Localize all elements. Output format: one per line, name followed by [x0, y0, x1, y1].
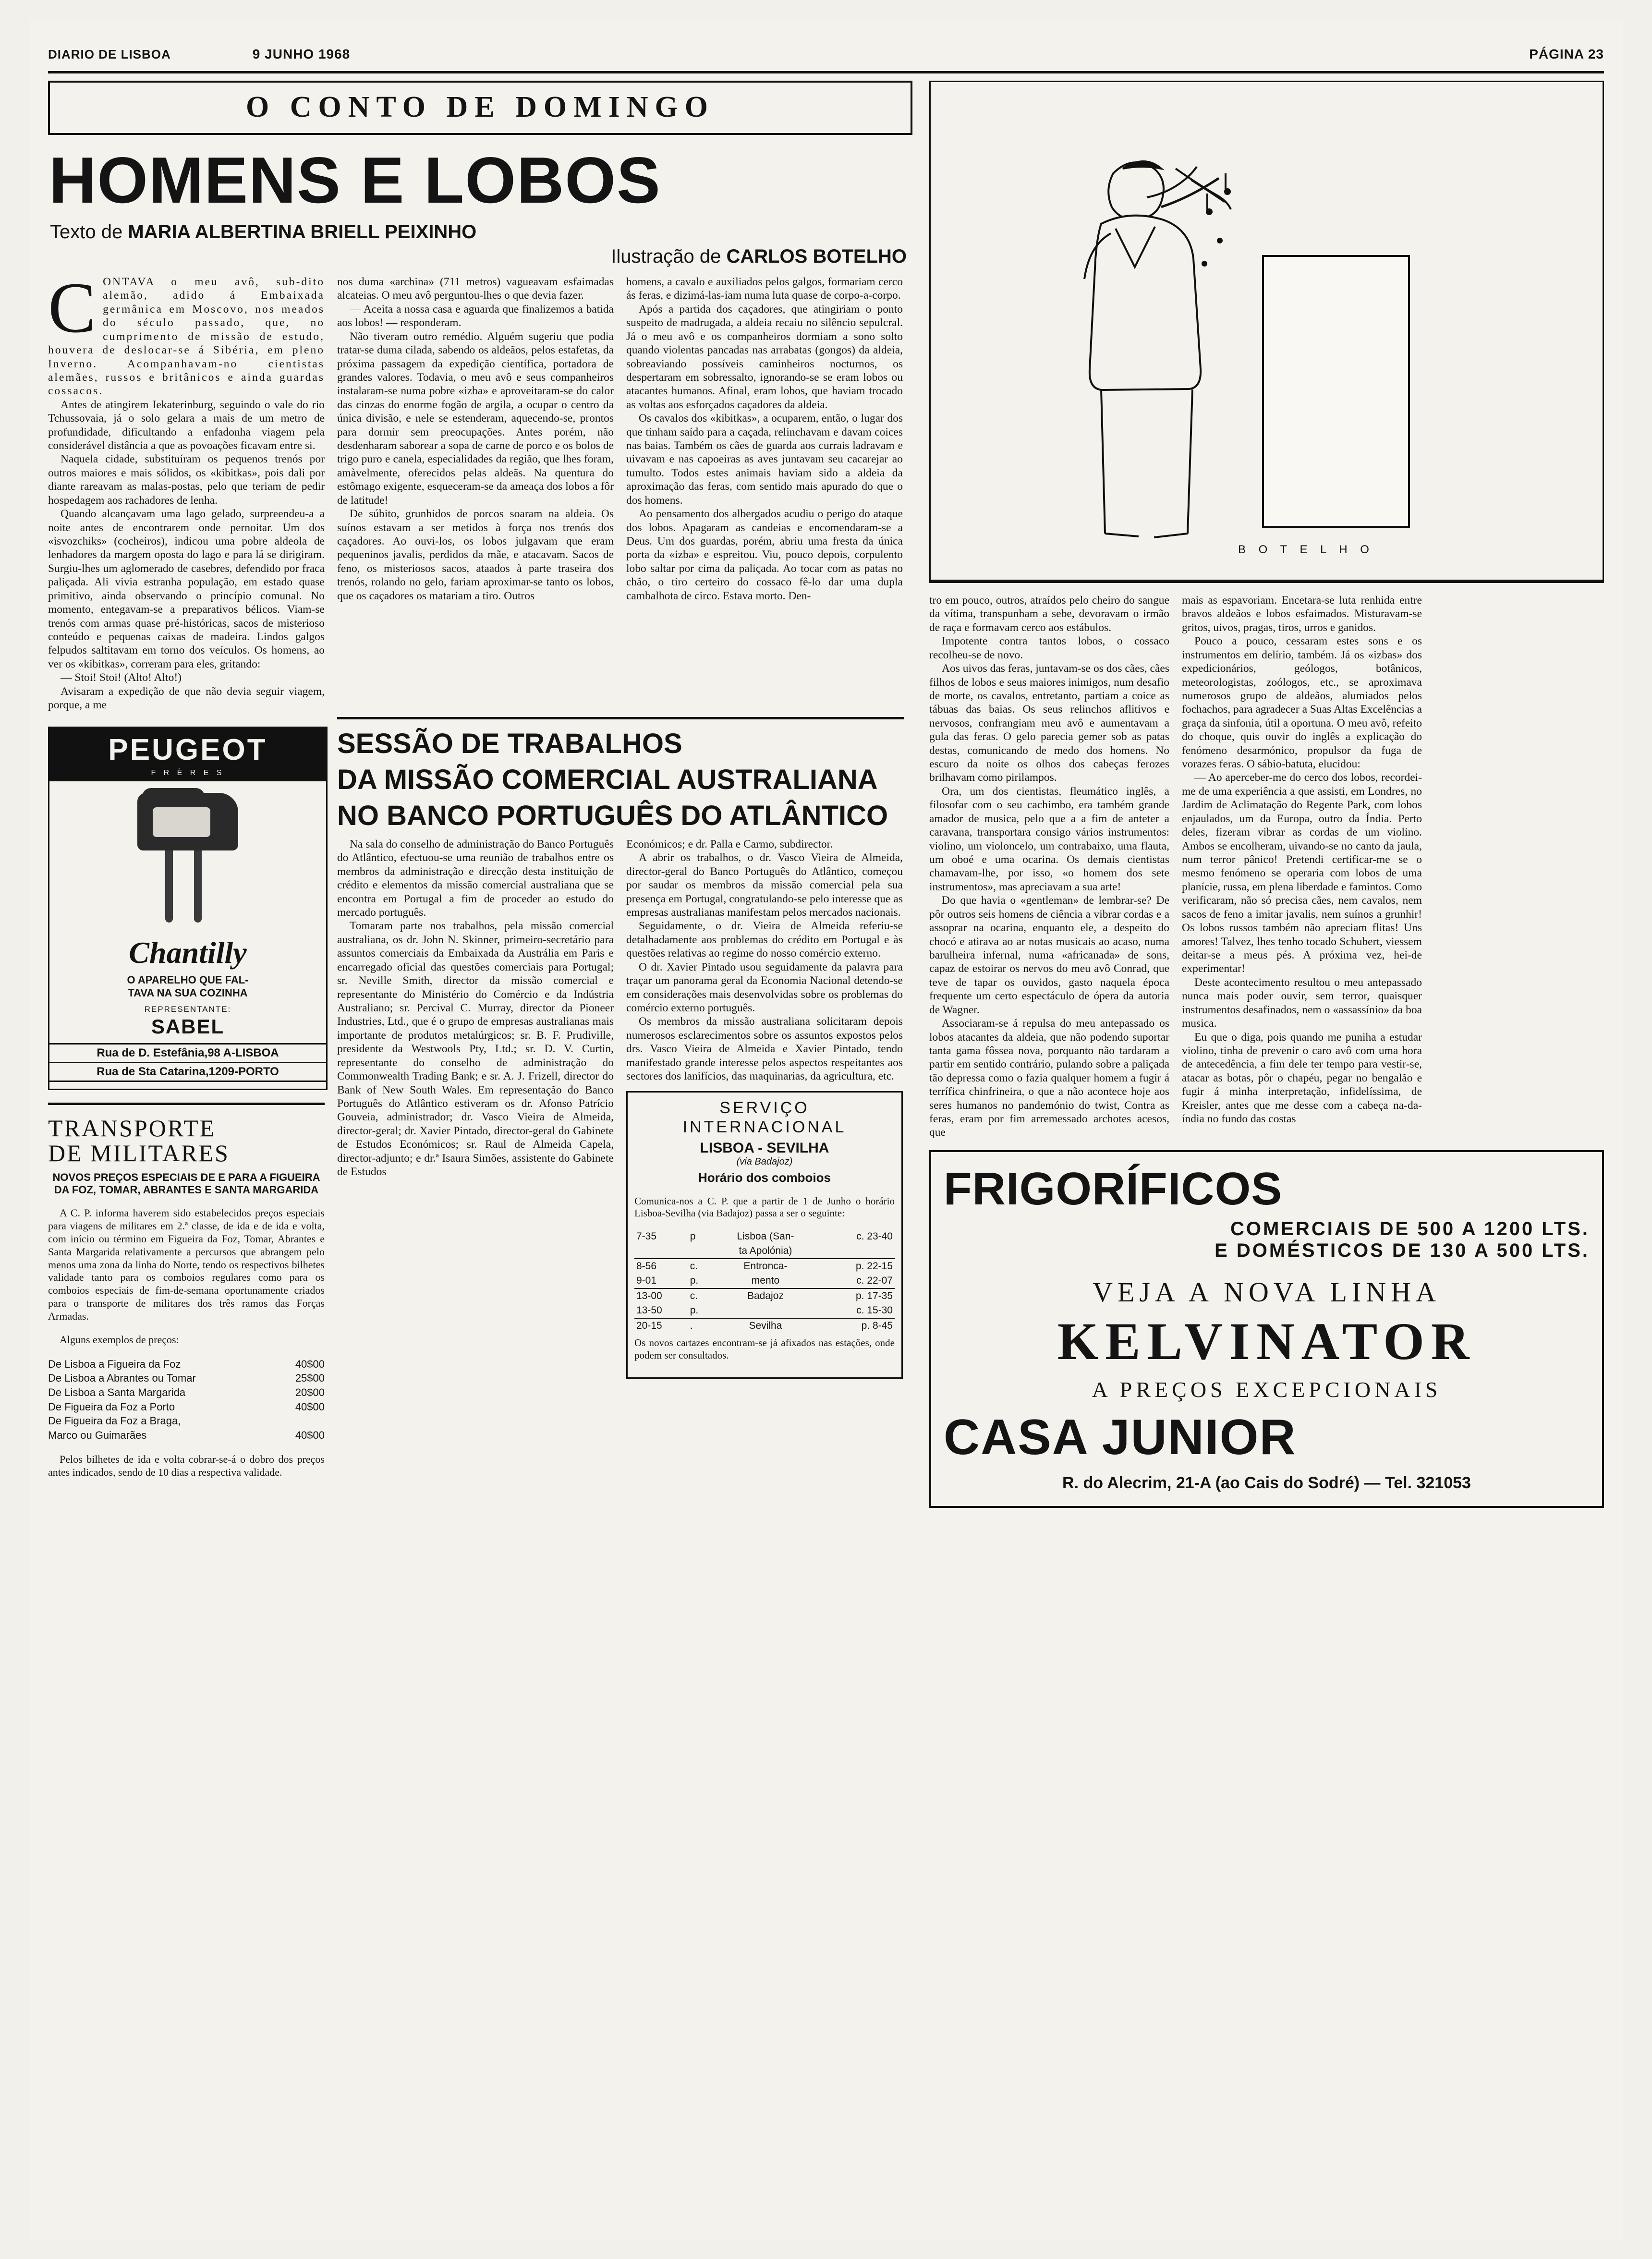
session-column-2 [626, 838, 903, 1379]
paragraph [48, 268, 325, 398]
session-head-3: NO BANCO PORTUGUÊS DO ATLÂNTICO [337, 800, 888, 832]
servico-title-1: SERVIÇO [719, 1098, 810, 1117]
cell-time: 13-00 [636, 1290, 662, 1302]
cell-station: Entronca- [743, 1261, 788, 1272]
frigorificos-veja: VEJA A NOVA LINHA [1093, 1276, 1441, 1308]
servico-footer: Os novos cartazes encontram-se já afixados nas estações, onde podem ser consultados. [634, 1337, 895, 1361]
left-ad-column [48, 717, 325, 1490]
paragraph: nos duma «archina» (711 metros) vagueavam esfaimadas alcateias. O meu avô perguntou-lhes o que devia fazer. [337, 276, 614, 302]
session-head-2: DA MISSÃO COMERCIAL AUSTRALIANA [337, 764, 878, 795]
drop-cap: C [48, 268, 97, 348]
paragraph: Seguidamente, o dr. Vieira de Almeida referiu-se detalhadamente aos problemas do crédito em Portugal e às questões relativas ao regime do nosso comércio externo. [626, 920, 903, 960]
cell-arrival: p. 17-35 [855, 1290, 893, 1302]
story-column-5 [1182, 594, 1422, 1140]
paragraph: Não tiveram outro remédio. Alguém sugeriu que podia tratar-se duma cilada, sabendo os aldeãos, pelos estafetas, da próxima passagem da expedição científica, portadora de grandes valores. Todavia, o meu avô e seus companheiros instalaram-se numa pobre «izba» e aproveitaram-se do calor das cinzas do enorme fogão de argila, a ocupar o centro da única divisão, e nele se estenderam, aquecendo-se, prontos para dormir sem preocupações. Antes porém, não desdenharam saborear a sopa de carne de porco e os bolos de trigo puro e canela, especialidades da região, que lhes foram, amàvelmente, oferecidos pelas aldeãs. Na quentura do estômago exigente, esqueceram-se da ameaça dos lobos a fôr de latitude! [337, 330, 614, 507]
paragraph: Pouco a pouco, cessaram estes sons e os instrumentos em delírio, também. Já os «izbas» dos expedicionários, geólogos, botânicos, meteorologistas, zoólogos, etc., se aproximava numerosos grupo de aldeãos, alumiados pelos fochachos, para agradecer a Suas Altas Excelências a graça da sinfonia, útil a oportuna. O meu avô, refeito do choque, quis ouvir do inglês a explicação do fenómeno desarmónico, propulsor da fuga de vorazes feras. O sábio-batuta, elucidou: [1182, 635, 1422, 771]
cell-mark: p [690, 1231, 696, 1242]
story-columns [48, 268, 912, 712]
paragraph: Deste acontecimento resultou o meu antepassado nunca mais poder ouvir, sem terror, quaisquer instrumentos desafinados, nem o «assassínio» da boa musica. [1182, 976, 1422, 1030]
story-column-2 [337, 275, 614, 712]
session-column-1 [337, 838, 614, 1379]
story-headline: HOMENS E LOBOS [49, 144, 661, 217]
transporte-body-2: Alguns exemplos de preços: [60, 1333, 179, 1346]
paragraph: mais as espavoriam. Encetara-se luta renhida entre bravos aldeãos e lobos esfaimados. Misturavam-se gritos, uivos, pragas, tiros, urros e ganidos. [1182, 594, 1422, 634]
session-article [337, 717, 904, 1490]
transporte-body-1: A C. P. informa haverem sido estabelecidos preços especiais para viagens de militares em 2.ª classe, de ida e de ida e volta, com início ou término em Figueira da Foz, Tomar, Abrantes e Santa Margarida relativamente a percursos que abrangem pelo menos uma zona da linha do Norte, tendo os respectivos bilhetes validade tanto para os comboios regulares como para os comboios especiais de fim-de-semana oportunamente criados para o transporte de militares dos três ramos das Forças Armadas. [48, 1207, 325, 1322]
masthead-rule [48, 71, 1604, 73]
peugeot-product-name: Chantilly [129, 935, 247, 970]
servico-route: LISBOA - SEVILHA [700, 1140, 829, 1156]
paragraph: Económicos; e dr. Palla e Carmo, subdirector. [626, 838, 833, 850]
price-row [48, 1414, 325, 1428]
paragraph: Tomaram parte nos trabalhos, pela missão comercial australiana, os dr. John N. Skinner, primeiro-secretário para assuntos comerciais da Embaixada da Austrália em Paris e encarregado oficial das questões comerciais para Portugal; sr. Neville Smith, director da missão comercial e representante do Ministério do Comércio e da Indústria Australiano; sr. Percival C. Murray, director da Pioneer Industries, Ltd., que é o grupo de empresas australianas mais importante de produtos metalúrgicos; sr. B. F. Prudiville, presidente da Westwools Pty, Ltd.; sr. D. V. Curtin, representante do conselho de administração do Commonwealth Trading Bank; e sr. A. J. Frizell, director do Bank of New South Wales. Em representação do Banco Português do Atlântico estiveram os dr. Afonso Patrício Gouveia, administrador; dr. Vasco Vieira de Almeida, director-geral; dr. Xavier Pintado, director-geral do Gabinete de Estudos Económicos; sr. Raul de Almeida Capela, director-adjunto; e dr.ª Isaura Simões, assistente do Gabinete de Estudos [337, 920, 614, 1178]
peugeot-address-2: Rua de Sta Catarina,1209-PORTO [49, 1063, 326, 1082]
right-columns [929, 594, 1604, 1140]
table-row [634, 1288, 895, 1303]
table-row [634, 1259, 895, 1274]
illustration-floor-line [931, 580, 1603, 582]
cell-station-cont: mento [751, 1275, 780, 1287]
left-block [48, 81, 912, 1489]
paragraph: Aos uivos das feras, juntavam-se os dos cães, cães filhos de lobos e seus maiores inimigos, num desafio de morte, os cavalos, entretanto, partiam a coice as tábuas das baias. Os seus relinchos aflitivos e nervosos, confrangiam meu avô e aumentavam a gula das feras. O gelo parecia gemer sob as patas destas, comunicando de medo dos homens. No escuro da noite os olhos dos cabeças ferozes brilhavam como pirilampos. [929, 662, 1169, 784]
transporte-title-1: TRANSPORTE [48, 1114, 216, 1142]
paragraph: Os cavalos dos «kibitkas», a ocuparem, então, o lugar dos que tinham saído para a caçada, relinchavam e davam coices nas baias. Também os cães de guarda aos currais ladravam e uivavam e nas capoeiras as aves juntavam seu cacarejar ao tumulto. Todos estes animais haviam sido a aldeia da aproximação das feras, com sentido mais apurado do que o dos homens. [626, 412, 903, 507]
illus-author: CARLOS BOTELHO [726, 246, 907, 267]
cell-mark: p. [690, 1305, 699, 1316]
price-route: De Lisboa a Santa Margarida [48, 1386, 186, 1398]
paragraph: tro em pouco, outros, atraídos pelo cheiro do sangue da vítima, transpunham a sebe, devoravam o irmão de raça e formavam cerco aos estábulos. [929, 594, 1169, 634]
masthead-title: DIARIO DE LISBOA [48, 47, 171, 61]
table-row [634, 1318, 895, 1333]
peugeot-ad[interactable] [48, 727, 328, 1090]
cell-arrival: p. 8-45 [861, 1320, 893, 1332]
paragraph: Naquela cidade, substituíram os pequenos trenós por outros maiores e mais sólidos, os «kibitkas», pois dali por diante rareavam as malas-postas, pelo que teriam de pedir hospedagem aos rachadores de lenha. [48, 453, 325, 507]
table-row [634, 1274, 895, 1288]
cell-mark: p. [690, 1275, 699, 1287]
table-row [634, 1244, 895, 1259]
casa-junior-name: CASA JUNIOR [944, 1409, 1297, 1465]
price-value: 25$00 [295, 1372, 325, 1385]
story-illustration-credit [48, 246, 907, 267]
cell-mark: . [690, 1320, 693, 1332]
price-row [48, 1400, 325, 1414]
transporte-footer: Pelos bilhetes de ida e volta cobrar-se-á o dobro dos preços antes indicados, sendo de 10 dias a respectiva validade. [48, 1453, 325, 1478]
servico-title-2: INTERNACIONAL [682, 1118, 847, 1137]
price-route: Marco ou Guimarães [48, 1429, 147, 1441]
paragraph: — Ao aperceber-me do cerco dos lobos, recordei-me de uma experiência a que assisti, em Londres, no Jardim de Aclimatação do Regente Park, com lobos enjaulados, um da Europa, outro da Índia. Perto deles, fizeram vibrar as cordas de um violino. Ambos se encolheram, uivando-se no canto da jaula, num terror pânico! Pretendi certificar-me se o mesmo fenómeno se operaria com lobos de uma planície, russa, em plena liberdade e famintos. Como verificaram, não só precisa cães, nem cavalos, nem sacos de feno a imitar javalis, nem suínos a grunhir! Os lobos russos também não apreciam flitas! Uns amores! Talvez, lhes tenho tocado Schubert, viessem deitar-se a meus pés. A próxima vez, hei-de experimentar! [1182, 771, 1422, 975]
kelvinator-ad[interactable] [929, 1150, 1604, 1508]
transporte-subtitle: NOVOS PREÇOS ESPECIAIS DE E PARA A FIGUEIRA DA FOZ, TOMAR, ABRANTES E SANTA MARGARIDA [52, 1171, 320, 1196]
story-kicker-box [48, 81, 912, 135]
kelvinator-brand: KELVINATOR [1057, 1312, 1476, 1371]
servico-internacional-box [626, 1091, 903, 1379]
paragraph: Eu que o diga, pois quando me puniha a estudar violino, tinha de prevenir o caro avô com uma hora de antecedência, a fim dele ter tempo para vestir-se, atacar as botas, pôr o chapéu, pegar no bengalão e fugir á minha interpretação, infidelíssima, de Kreisler, antes que me desse com a cabeça na-da-índia no fundo das costas [1182, 1031, 1422, 1126]
cell-arrival: c. 15-30 [856, 1305, 893, 1316]
mixer-illustration [109, 788, 267, 932]
paragraph: De súbito, grunhidos de porcos soaram na aldeia. Os suínos estavam a ser metidos à força nos trenós dos caçadores. Ao ouvi-los, os lobos julgavam que eram pequeninos javalis, perdidos da mãe, e atacavam. Sacos de feno, os misteriosos sacos, ataados à parte traseira dos trenós, rolando no gelo, fariam aproximar-se tanto os lobos, que os caçadores os matariam a tiro. Outros [337, 508, 614, 602]
cell-arrival: c. 23-40 [856, 1231, 893, 1242]
frigorificos-line-2: E DOMÉSTICOS DE 130 A 500 LTS. [1215, 1239, 1590, 1261]
price-row [48, 1371, 325, 1385]
price-route: De Lisboa a Abrantes ou Tomar [48, 1372, 196, 1385]
paragraph: O dr. Xavier Pintado usou seguidamente da palavra para traçar um panorama geral da Economia Nacional detendo-se em considerações mais desenvolvidas sobre os problemas do comércio externo português. [626, 960, 903, 1014]
cell-time: 8-56 [636, 1261, 657, 1272]
cell-arrival: c. 22-07 [856, 1275, 893, 1287]
masthead-date: 9 JUNHO 1968 [252, 47, 351, 61]
paragraph: Após a partida dos caçadores, que atingiriam o ponto suspeito de madrugada, a aldeia recaiu no silêncio sepulcral. Já o meu avô e os companheiros dormiam a sono solto quando violentas pancadas nas arrabatas (gongos) da aldeia, sobreaviando possíveis caminheiros nocturnos, os despertaram em sobressalto, ignorando-se se eram lobos ou atacantes humanos. Afinal, eram lobos, que haviam trocado as voltas aos esforçados caçadores da aldeia. [626, 303, 903, 411]
divider [48, 1103, 325, 1105]
illus-lead: Ilustração de [611, 246, 721, 267]
cell-station: Badajoz [747, 1290, 784, 1302]
paragraph: Antes de atingirem Iekaterinburg, seguindo o vale do rio Tchussovaia, já o solo gelara a mais de um metro de profundidade, dificultando a enfadonha viagem pela considerável distância a que as povoações ficavam entre si. [48, 398, 325, 452]
paragraph: Avisaram a expedição de que não devia seguir viagem, porque, a me [48, 685, 325, 712]
paragraph: Os membros da missão australiana solicitaram depois numerosos esclarecimentos sobre os assuntos expostos pelos drs. Vasco Vieira de Almeida e Xavier Pintado, tendo manifestado grande interesse pelos aspectos respeitantes aos sectores dos lanifícios, das maquinarias, da agricultura, etc. [626, 1015, 903, 1083]
price-route: De Figueira da Foz a Braga, [48, 1415, 181, 1427]
price-row [48, 1357, 325, 1372]
illustration-signature: B O T E L H O [1238, 543, 1374, 556]
paragraph: A abrir os trabalhos, o dr. Vasco Vieira de Almeida, director-geral do Banco Português do Atlântico, começou por saudar os membros da missão comercial pela sua presença em Portugal, congratulando-se pelo interesse que as empresas australianas manifestam pelos mercados nacionais. [626, 851, 903, 919]
paragraph: Na sala do conselho de administração do Banco Português do Atlântico, efectuou-se uma reunião de trabalhos entre os membros da administração e direcção desta instituição de crédito e elementos da missão comercial australiana que se encontra em Portugal a fim de proceder ao estudo do mercado português. [337, 838, 614, 919]
paragraph: Do que havia o «gentleman» de lembrar-se? De pôr outros seis homens de ciência a vibrar cordas e a assoprar na ocarina, enquanto ele, a despeito do chocó e atirava ao ar notas musicais ao acaso, numa barulheira infernal, numa «africanada» de sons, capaz de estoirar os nervos do meu avô Conrad, que teve de tapar os ouvidos, gasto naquela época frequente um certo espectáculo de ópera da autoria de Wagner. [929, 894, 1169, 1016]
right-block [929, 81, 1604, 1508]
price-row [48, 1385, 325, 1400]
story-illustration [929, 81, 1604, 583]
paragraph-text: ONTAVA o meu avô, sub-dito alemão, adido á Embaixada germânica em Moscovo, nos meados do século passado, que, no cumprimento de missão de estudo, houvera de deslocar-se á Sibéria, em pleno Inverno. Acompanhavam-no cientistas alemães, russos e britânicos e ainda guardas cossacos. [48, 276, 325, 398]
paragraph: Associaram-se á repulsa do meu antepassado os lobos atacantes da aldeia, que não podendo suportar tanta gama fôssea nova, porquanto não tardaram a partir em sentido contrário, pulando sobre a paliçada tão depressa como o fazia qualquer homem a fugir á terrífica chinfrineira, o que a não acontece hoje aos seres humanos no pandemónio do twist, Contra as feras, eram por fim arremessado archotes acesos, que [929, 1017, 1169, 1139]
story-column-3 [626, 275, 903, 712]
peugeot-brand-sub: F R È R E S [49, 769, 326, 781]
servico-timetable [634, 1229, 895, 1333]
paragraph: — Stoi! Stoi! (Alto! Alto!) [61, 671, 182, 684]
cell-arrival: p. 22-15 [855, 1261, 893, 1272]
cell-time: 13-50 [636, 1305, 662, 1316]
peugeot-rep-label: REPRESENTANTE: [144, 1004, 231, 1014]
byline-author: MARIA ALBERTINA BRIELL PEIXINHO [128, 221, 477, 243]
peugeot-tagline-1: O APARELHO QUE FAL- [127, 973, 249, 986]
paper-sheet [29, 19, 1623, 2240]
paragraph: Ora, um dos cientistas, fleumático inglês, a filosofar com o seu cachimbo, era também grande amador de musica, pelo que a a fim de anteter a caravana, transportara consigo vários instrumentos: violino, um violoncelo, um contrabaixo, uma flauta, um oboé e uma ocarina. Os demais cientistas chamavam-lhe, por isso, «o homem dos sete instrumentos», mas apreciavam a sua arte! [929, 785, 1169, 893]
byline-lead: Texto de [50, 221, 123, 243]
cell-mark: c. [690, 1261, 698, 1272]
masthead [48, 41, 1604, 67]
price-row [48, 1428, 325, 1443]
story-column-1 [48, 268, 325, 712]
transporte-price-list [48, 1357, 325, 1443]
peugeot-brand: PEUGEOT [49, 728, 326, 769]
page-content [48, 81, 1604, 2225]
cell-time: 20-15 [636, 1320, 662, 1332]
cell-time: 9-01 [636, 1275, 657, 1287]
kelvinator-precos: A PREÇOS EXCEPCIONAIS [1092, 1377, 1442, 1402]
cell-station-cont: ta Apolónia) [739, 1245, 792, 1257]
paragraph: Impotente contra tantos lobos, o cossaco recolheu-se de novo. [929, 635, 1169, 661]
casa-junior-address: R. do Alecrim, 21-A (ao Cais do Sodré) — Tel. 321053 [1062, 1473, 1471, 1492]
illustration-doorway [1262, 255, 1410, 528]
violinist-figure [1003, 140, 1252, 553]
frigorificos-line-1: COMERCIAIS DE 500 A 1200 LTS. [1230, 1218, 1590, 1239]
frigorificos-title: FRIGORÍFICOS [944, 1163, 1283, 1215]
table-row [634, 1229, 895, 1244]
cell-mark: c. [690, 1290, 698, 1302]
cell-station: Lisboa (San- [737, 1231, 794, 1242]
paragraph: — Aceita a nossa casa e aguarda que finalizemos a batida aos lobos! — responderam. [337, 303, 614, 329]
story-kicker: O CONTO DE DOMINGO [246, 91, 715, 123]
cell-time: 7-35 [636, 1231, 657, 1242]
masthead-page-number: PÁGINA 23 [1529, 47, 1604, 61]
paragraph: Ao pensamento dos albergados acudiu o perigo do ataque dos lobos. Apagaram as candeias e encomendaram-se a Deus. Um dos guardas, porém, abriu uma fresta da única porta da «izba» e espreitou. Viu, pouco depois, corpulento lobo saltar por cima da paliçada. Ao tocar com as patas no chão, o tiro certeiro do cossaco fê-lo dar uma dupla cambalhota de circo. Estava morto. Den- [626, 508, 903, 602]
cell-station: Sevilha [749, 1320, 782, 1332]
price-value: 40$00 [295, 1429, 325, 1441]
peugeot-address-1: Rua de D. Estefânia,98 A-LISBOA [49, 1043, 326, 1063]
story-column-4 [929, 594, 1169, 1140]
servico-via: (via Badajoz) [736, 1156, 793, 1167]
transporte-title-2: DE MILITARES [48, 1139, 230, 1166]
session-head-1: SESSÃO DE TRABALHOS [337, 728, 682, 759]
price-value: 20$00 [295, 1386, 325, 1398]
servico-body: Comunica-nos a C. P. que a partir de 1 de Junho o horário Lisboa-Sevilha (via Badajoz) passa a ser o seguinte: [634, 1195, 895, 1219]
price-route: De Figueira da Foz a Porto [48, 1400, 175, 1413]
peugeot-rep-name: SABEL [151, 1015, 225, 1038]
story-byline [50, 221, 912, 243]
price-value: 40$00 [295, 1400, 325, 1413]
paragraph: homens, a cavalo e auxiliados pelos galgos, formariam cerco ás feras, e dizimá-las-iam numa luta quase de corpo-a-corpo. [626, 276, 903, 302]
paragraph: Quando alcançavam uma lago gelado, surpreendeu-a a noite antes de encontrarem onde pernoitar. Um dos «isvozchiks» (cocheiros), indicou uma pobre aldeola de lenhadores da margem oposta do lago e para lá se dirigiram. Surgiu-lhes um aglomerado de casebres, defendido por fraca paliçada. Ali vivia estranha população, em estado quase primitivo, ainda observando o princípio comunal. No momento, entegavam-se a preparativos bélicos. Viam-se trenós com armas quase pré-históricas, sacos de misterioso conteúdo e pequenas caixas de madeira. Lindos galgos felpudos saltitavam em torno dos veículos. Os homens, ao ver os «kibitkas», correram para eles, gritando: [48, 508, 325, 670]
table-row [634, 1303, 895, 1318]
servico-horario-label: Horário dos comboios [698, 1170, 831, 1185]
peugeot-tagline-2: TAVA NA SUA COZINHA [128, 987, 248, 999]
price-route: De Lisboa a Figueira da Foz [48, 1358, 181, 1370]
price-value: 40$00 [295, 1358, 325, 1370]
